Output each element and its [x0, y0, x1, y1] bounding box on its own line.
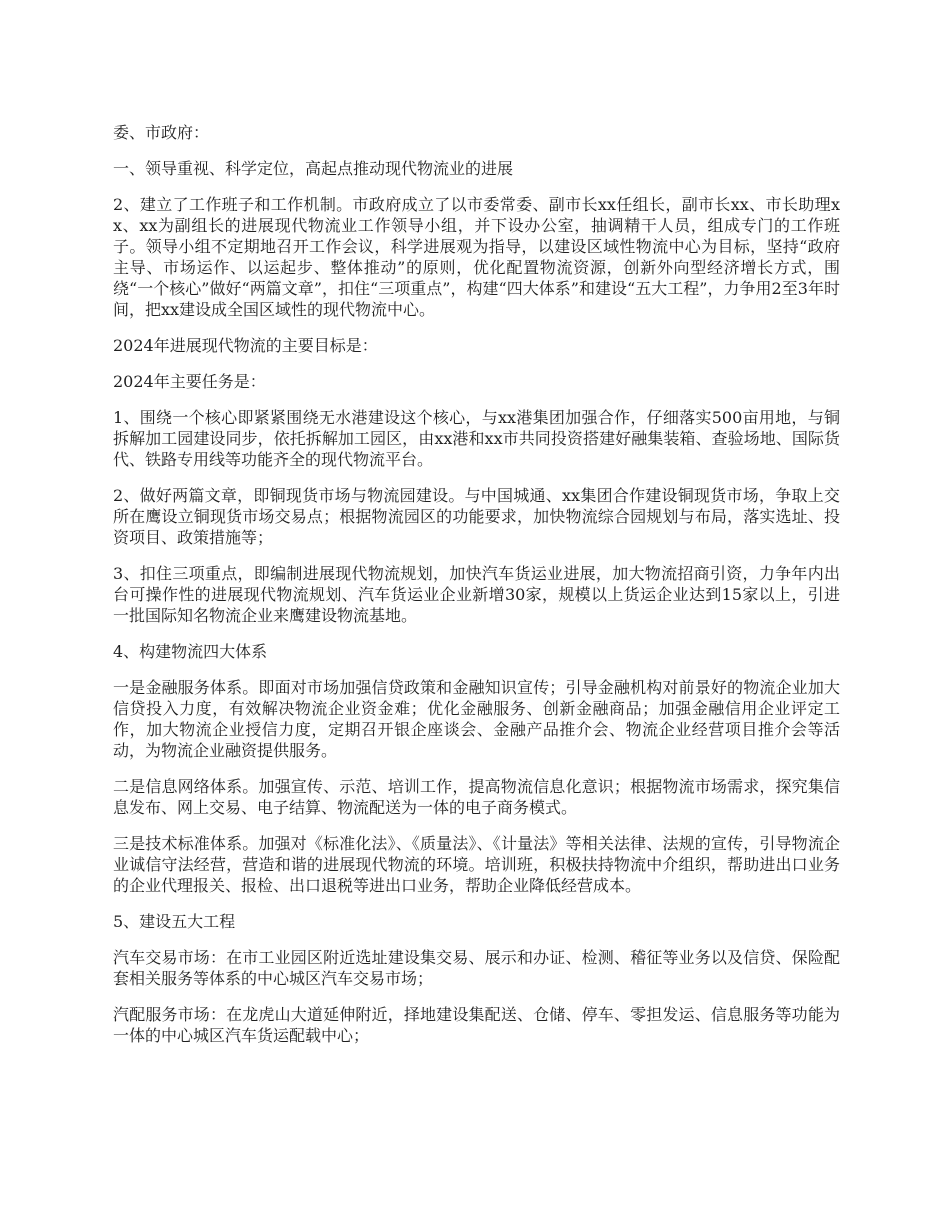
paragraph-task-2: 2、做好两篇文章，即铜现货市场与物流园建设。与中国城通、xx集团合作建设铜现货市场，争取上交所在鹰设立铜现货市场交易点；根据物流园区的功能要求，加快物流综合园规划与布局，落实选址、投资项目、政策措施等； [113, 486, 840, 547]
paragraph-task-3: 3、扣住三项重点，即编制进展现代物流规划，加快汽车货运业进展，加大物流招商引资，力争年内出台可操作性的进展现代物流规划、汽车货运业企业新增30家，规模以上货运企业达到15家以上，引进一批国际知名物流企业来鹰建设物流基地。 [113, 564, 840, 625]
paragraph-finance-system: 一是金融服务体系。即面对市场加强信贷政策和金融知识宣传；引导金融机构对前景好的物流企业加大信贷投入力度，有效解决物流企业资金难；优化金融服务、创新金融商品；加强金融信用企业评定工作，加大物流企业授信力度，定期召开银企座谈会、金融产品推介会、物流企业经营项目推介会等活动，为物流企业融资提供服务。 [113, 678, 840, 760]
paragraph-tech-standard-system: 三是技术标准体系。加强对《标准化法》、《质量法》、《计量法》等相关法律、法规的宣传，引导物流企业诚信守法经营，营造和谐的进展现代物流的环境。培训班，积极扶持物流中介组织，帮助进出口业务的企业代理报关、报检、出口退税等进出口业务，帮助企业降低经营成本。 [113, 834, 840, 895]
paragraph-parts-market: 汽配服务市场：在龙虎山大道延伸附近，择地建设集配送、仓储、停车、零担发运、信息服务等功能为一体的中心城区汽车货运配载中心； [113, 1005, 840, 1045]
paragraph-task-5-heading: 5、建设五大工程 [113, 912, 236, 931]
paragraph-info-network-system: 二是信息网络体系。加强宣传、示范、培训工作，提高物流信息化意识；根据物流市场需求，探究集信息发布、网上交易、电子结算、物流配送为一体的电子商务模式。 [113, 777, 840, 817]
paragraph-main-goals: 2024年进展现代物流的主要目标是： [113, 336, 378, 355]
paragraph-salutation: 委、市政府： [113, 123, 210, 142]
paragraph-work-mechanism: 2、建立了工作班子和工作机制。市政府成立了以市委常委、副市长xx任组长，副市长xx、市长助理xx、xx为副组长的进展现代物流业工作领导小组，并下设办公室，抽调精干人员，组成专门的工作班子。领导小组不定期地召开工作会议，科学进展观为指导，以建设区域性物流中心为目标，坚持“政府主导、市场运作、以运起步、整体推动”的原则，优化配置物流资源，创新外向型经济增长方式，围绕“一个核心”做好“两篇文章”，扣住“三项重点”，构建“四大体系”和建设“五大工程”，力争用2至3年时间，把xx建设成全国区域性的现代物流中心。 [113, 195, 840, 319]
paragraph-section-heading-1: 一、领导重视、科学定位，高起点推动现代物流业的进展 [113, 159, 514, 178]
paragraph-task-1: 1、围绕一个核心即紧紧围绕无水港建设这个核心，与xx港集团加强合作，仔细落实500亩用地，与铜拆解加工园建设同步，依托拆解加工园区，由xx港和xx市共同投资搭建好融集装箱、查验场地、国际货代、铁路专用线等功能齐全的现代物流平台。 [113, 408, 840, 469]
paragraph-main-tasks: 2024年主要任务是： [113, 372, 266, 391]
paragraph-task-4-heading: 4、构建物流四大体系 [113, 642, 268, 661]
paragraph-car-market: 汽车交易市场：在市工业园区附近选址建设集交易、展示和办证、检测、稽征等业务以及信贷、保险配套相关服务等体系的中心城区汽车交易市场； [113, 948, 840, 988]
